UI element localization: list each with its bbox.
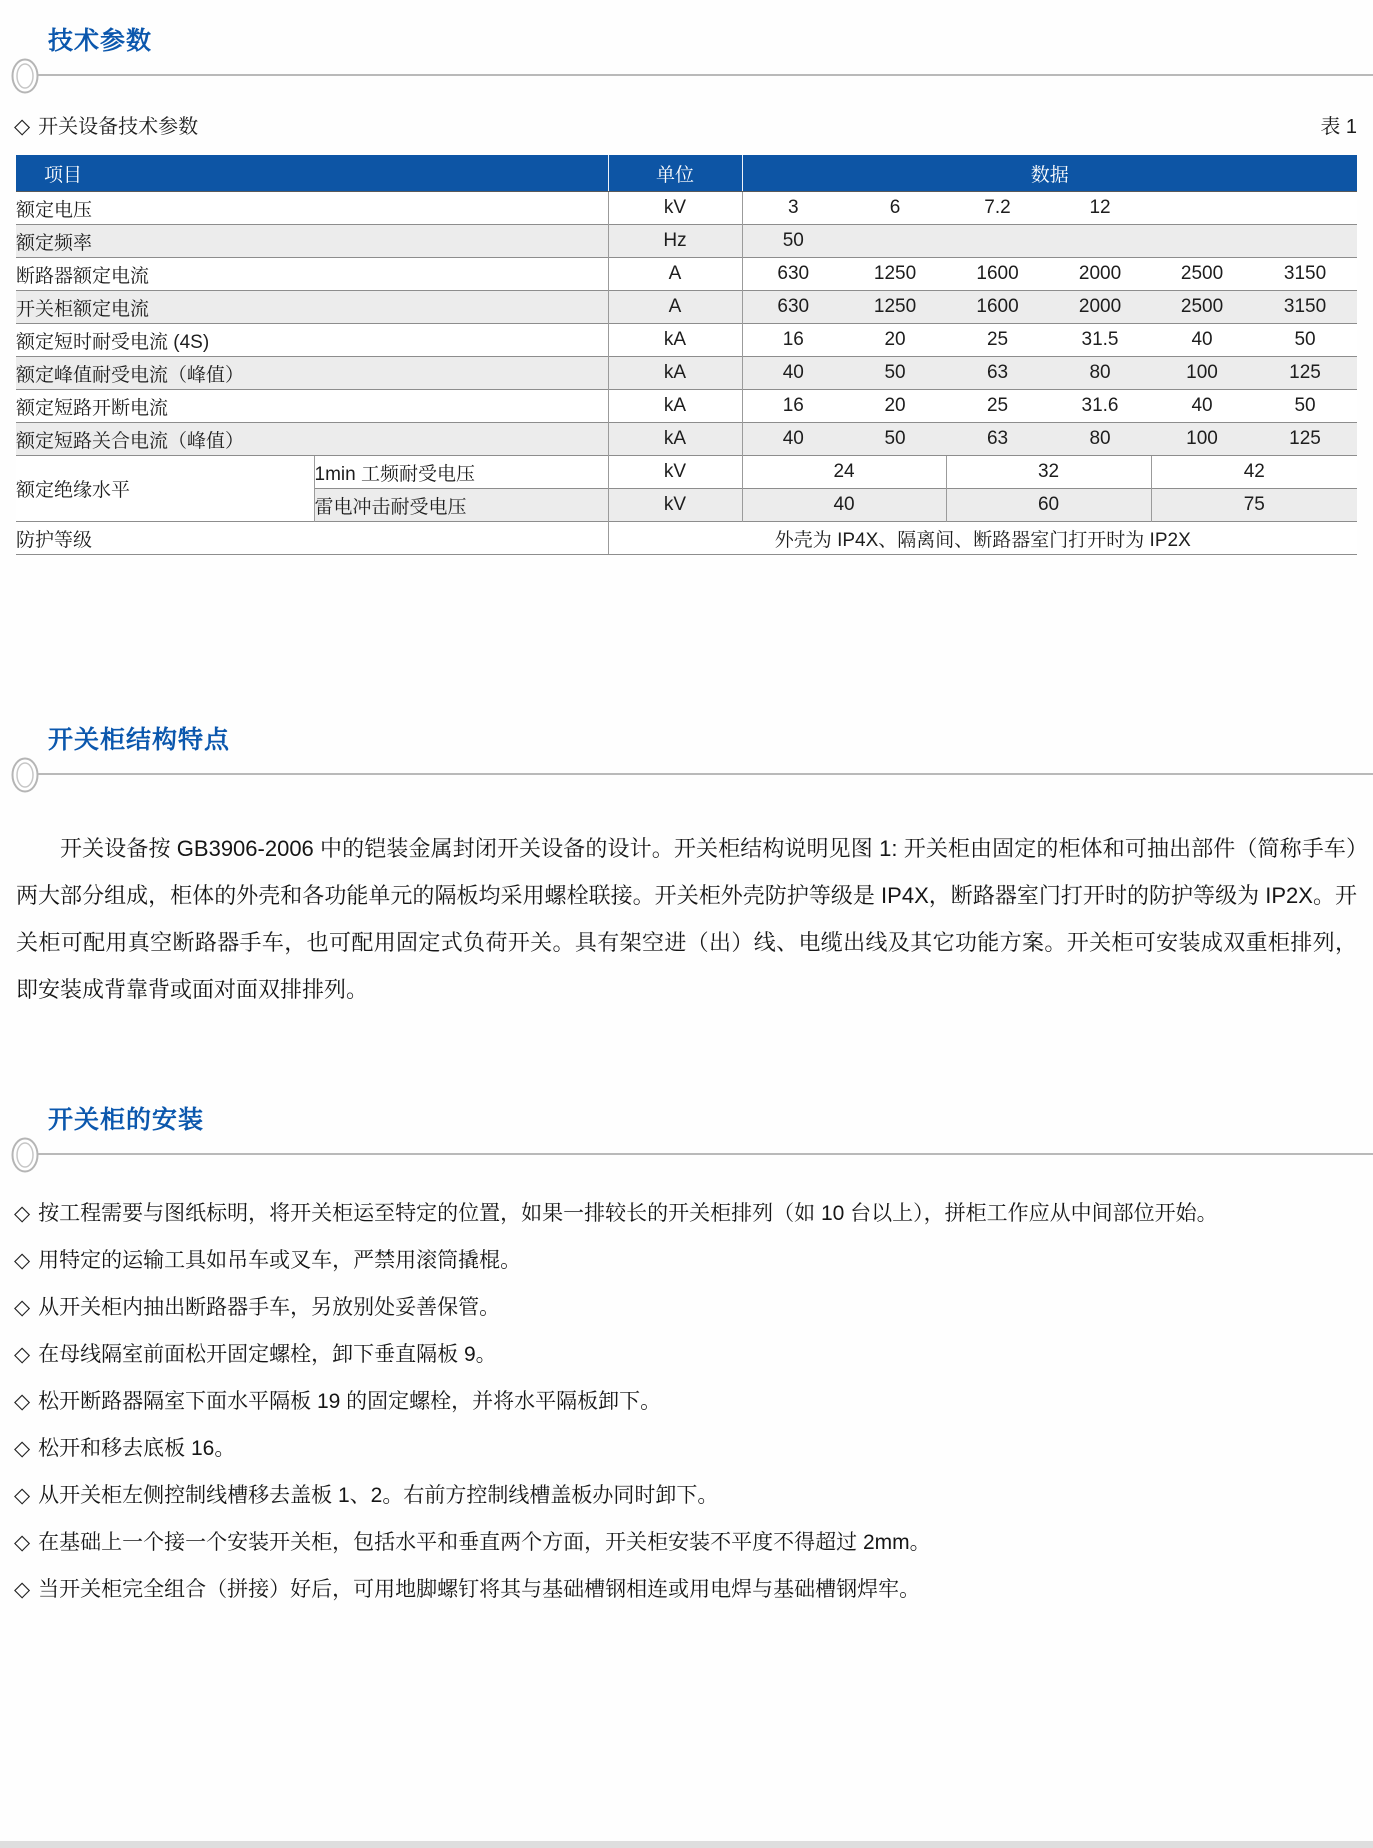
list-item-text: 松开和移去底板 16。: [38, 1437, 236, 1460]
cell-value: 1600: [946, 291, 1049, 324]
cell-item-label: 断路器额定电流: [16, 258, 608, 291]
cell-item-label: 额定短时耐受电流 (4S): [16, 324, 608, 357]
cell-item-label: 额定短路关合电流（峰值）: [16, 423, 608, 456]
cell-value: 2000: [1049, 258, 1151, 291]
cell-value: 16: [742, 390, 844, 423]
installation-steps: [14, 1201, 1357, 1603]
cell-value-empty: [844, 225, 946, 258]
section-divider: [0, 1135, 1373, 1175]
col-header-item: 项目: [16, 155, 608, 192]
cell-unit: Hz: [608, 225, 742, 258]
cell-value: 40: [1151, 324, 1253, 357]
cell-value: 2000: [1049, 291, 1151, 324]
section-title-installation: 开关柜的安装: [48, 1106, 205, 1134]
ring-icon: [10, 756, 40, 799]
cell-value: 20: [844, 324, 946, 357]
tech-params-table: [16, 155, 1357, 555]
cell-unit: kA: [608, 324, 742, 357]
cell-item-label: 额定频率: [16, 225, 608, 258]
section-title-structure: 开关柜结构特点: [48, 726, 231, 754]
cell-value: 1250: [844, 291, 946, 324]
list-item: [14, 1483, 1357, 1509]
divider-line: [38, 1153, 1373, 1155]
cell-value: 100: [1151, 357, 1253, 390]
cell-value: 40: [742, 489, 946, 522]
diamond-bullet-icon: ◇: [14, 1578, 31, 1601]
cell-unit: A: [608, 291, 742, 324]
cell-value: 31.6: [1049, 390, 1151, 423]
cell-value: 40: [1151, 390, 1253, 423]
cell-value: 12: [1049, 192, 1151, 225]
list-item: [14, 1577, 1357, 1603]
list-item-text: 当开关柜完全组合（拼接）好后，可用地脚螺钉将其与基础槽钢相连或用电焊与基础槽钢焊牢。: [38, 1578, 921, 1601]
table-subtitle: 开关设备技术参数: [38, 116, 199, 138]
cell-item-label: 防护等级: [16, 522, 608, 555]
list-item-text: 用特定的运输工具如吊车或叉车，严禁用滚筒撬棍。: [38, 1249, 522, 1272]
section-divider: [0, 755, 1373, 795]
cell-unit: kV: [608, 192, 742, 225]
cell-value: 24: [742, 456, 946, 489]
cell-item-label: 额定短路开断电流: [16, 390, 608, 423]
diamond-bullet-icon: ◇: [14, 115, 31, 138]
divider-line: [38, 773, 1373, 775]
diamond-bullet-icon: ◇: [14, 1390, 31, 1413]
diamond-bullet-icon: ◇: [14, 1249, 31, 1272]
cell-value: 63: [946, 357, 1049, 390]
cell-value-empty: [946, 225, 1049, 258]
cell-sub-label: 1min 工频耐受电压: [314, 456, 608, 489]
cell-value: 1250: [844, 258, 946, 291]
cell-value-empty: [1253, 192, 1357, 225]
section-title-tech-params: 技术参数: [48, 27, 153, 55]
cell-value: 50: [742, 225, 844, 258]
cell-value: 630: [742, 258, 844, 291]
cell-item-label: 额定峰值耐受电流（峰值）: [16, 357, 608, 390]
cell-item-label: 额定绝缘水平: [16, 456, 314, 522]
cell-unit: A: [608, 258, 742, 291]
table-row: [16, 423, 1357, 456]
cell-value: 6: [844, 192, 946, 225]
cell-value: 125: [1253, 357, 1357, 390]
cell-value: 2500: [1151, 258, 1253, 291]
table-row: [16, 225, 1357, 258]
table-caption-row: [14, 110, 1357, 139]
ring-icon: [10, 1136, 40, 1179]
cell-unit: kV: [608, 489, 742, 522]
list-item-text: 从开关柜内抽出断路器手车，另放别处妥善保管。: [38, 1296, 501, 1319]
table-row: [16, 258, 1357, 291]
diamond-bullet-icon: ◇: [14, 1531, 31, 1554]
structure-paragraph: 开关设备按 GB3906-2006 中的铠装金属封闭开关设备的设计。开关柜结构说明见图 1: 开关柜由固定的柜体和可抽出部件（简称手车）两大部分组成，柜体的外壳和各功能单元的隔板均采用螺栓联接。开关柜外壳防护等级是 IP4X，断路器室门打开时的防护等级为 IP2X。开关柜可配用真空断路器手车，也可配用固定式负荷开关。具有架空进（出）线、电缆出线及其它功能方案。开关柜可安装成双重柜排列，即安装成背靠背或面对面双排排列。: [16, 836, 1357, 1002]
diamond-bullet-icon: ◇: [14, 1343, 31, 1366]
list-item-text: 从开关柜左侧控制线槽移去盖板 1、2。右前方控制线槽盖板办同时卸下。: [38, 1484, 719, 1507]
table-row-insulation-1: [16, 456, 1357, 489]
cell-value: 7.2: [946, 192, 1049, 225]
cell-value: 1600: [946, 258, 1049, 291]
cell-value: 25: [946, 390, 1049, 423]
table-row: [16, 390, 1357, 423]
diamond-bullet-icon: ◇: [14, 1437, 31, 1460]
cell-value: 50: [1253, 390, 1357, 423]
table-ref-label: 表 1: [1320, 116, 1357, 138]
cell-unit: kA: [608, 390, 742, 423]
cell-value: 630: [742, 291, 844, 324]
cell-value: 3150: [1253, 258, 1357, 291]
cell-value: 2500: [1151, 291, 1253, 324]
cell-value: 16: [742, 324, 844, 357]
cell-value-empty: [1049, 225, 1151, 258]
cell-value: 50: [844, 423, 946, 456]
cell-protection-value: 外壳为 IP4X、隔离间、断路器室门打开时为 IP2X: [608, 522, 1357, 555]
cell-value: 42: [1151, 456, 1357, 489]
cell-value: 3150: [1253, 291, 1357, 324]
table-row: [16, 324, 1357, 357]
list-item-text: 在母线隔室前面松开固定螺栓，卸下垂直隔板 9。: [38, 1343, 497, 1366]
list-item: [14, 1295, 1357, 1321]
diamond-bullet-icon: ◇: [14, 1202, 31, 1225]
cell-sub-label: 雷电冲击耐受电压: [314, 489, 608, 522]
cell-value-empty: [1151, 225, 1253, 258]
table-row: [16, 291, 1357, 324]
cell-item-label: 额定电压: [16, 192, 608, 225]
cell-unit: kA: [608, 423, 742, 456]
list-item: [14, 1436, 1357, 1462]
diamond-bullet-icon: ◇: [14, 1296, 31, 1319]
cell-value-empty: [1253, 225, 1357, 258]
cell-value: 50: [844, 357, 946, 390]
cell-value: 125: [1253, 423, 1357, 456]
cell-value: 25: [946, 324, 1049, 357]
list-item: [14, 1201, 1357, 1227]
cell-unit: kA: [608, 357, 742, 390]
page-bottom-edge: [0, 1841, 1373, 1848]
diamond-bullet-icon: ◇: [14, 1484, 31, 1507]
list-item: [14, 1530, 1357, 1556]
table-row-protection: [16, 522, 1357, 555]
table-row: [16, 357, 1357, 390]
table-header-row: [16, 155, 1357, 192]
ring-icon: [10, 57, 40, 100]
cell-value: 60: [946, 489, 1151, 522]
cell-unit: kV: [608, 456, 742, 489]
cell-value: 40: [742, 423, 844, 456]
cell-item-label: 开关柜额定电流: [16, 291, 608, 324]
cell-value: 100: [1151, 423, 1253, 456]
cell-value: 40: [742, 357, 844, 390]
col-header-unit: 单位: [608, 155, 742, 192]
list-item: [14, 1248, 1357, 1274]
cell-value: 31.5: [1049, 324, 1151, 357]
cell-value: 50: [1253, 324, 1357, 357]
list-item: [14, 1389, 1357, 1415]
list-item-text: 松开断路器隔室下面水平隔板 19 的固定螺栓，并将水平隔板卸下。: [38, 1390, 662, 1413]
divider-line: [38, 74, 1373, 76]
cell-value: 75: [1151, 489, 1357, 522]
cell-value: 80: [1049, 423, 1151, 456]
list-item-text: 在基础上一个接一个安装开关柜，包括水平和垂直两个方面，开关柜安装不平度不得超过 2mm。: [38, 1531, 931, 1554]
cell-value: 32: [946, 456, 1151, 489]
cell-value: 20: [844, 390, 946, 423]
col-header-data: 数据: [742, 155, 1357, 192]
section-divider: [0, 56, 1373, 96]
cell-value: 63: [946, 423, 1049, 456]
list-item-text: 按工程需要与图纸标明，将开关柜运至特定的位置，如果一排较长的开关柜排列（如 10 台以上），拼柜工作应从中间部位开始。: [38, 1202, 1218, 1225]
table-row: [16, 192, 1357, 225]
list-item: [14, 1342, 1357, 1368]
cell-value: 3: [742, 192, 844, 225]
cell-value-empty: [1151, 192, 1253, 225]
cell-value: 80: [1049, 357, 1151, 390]
